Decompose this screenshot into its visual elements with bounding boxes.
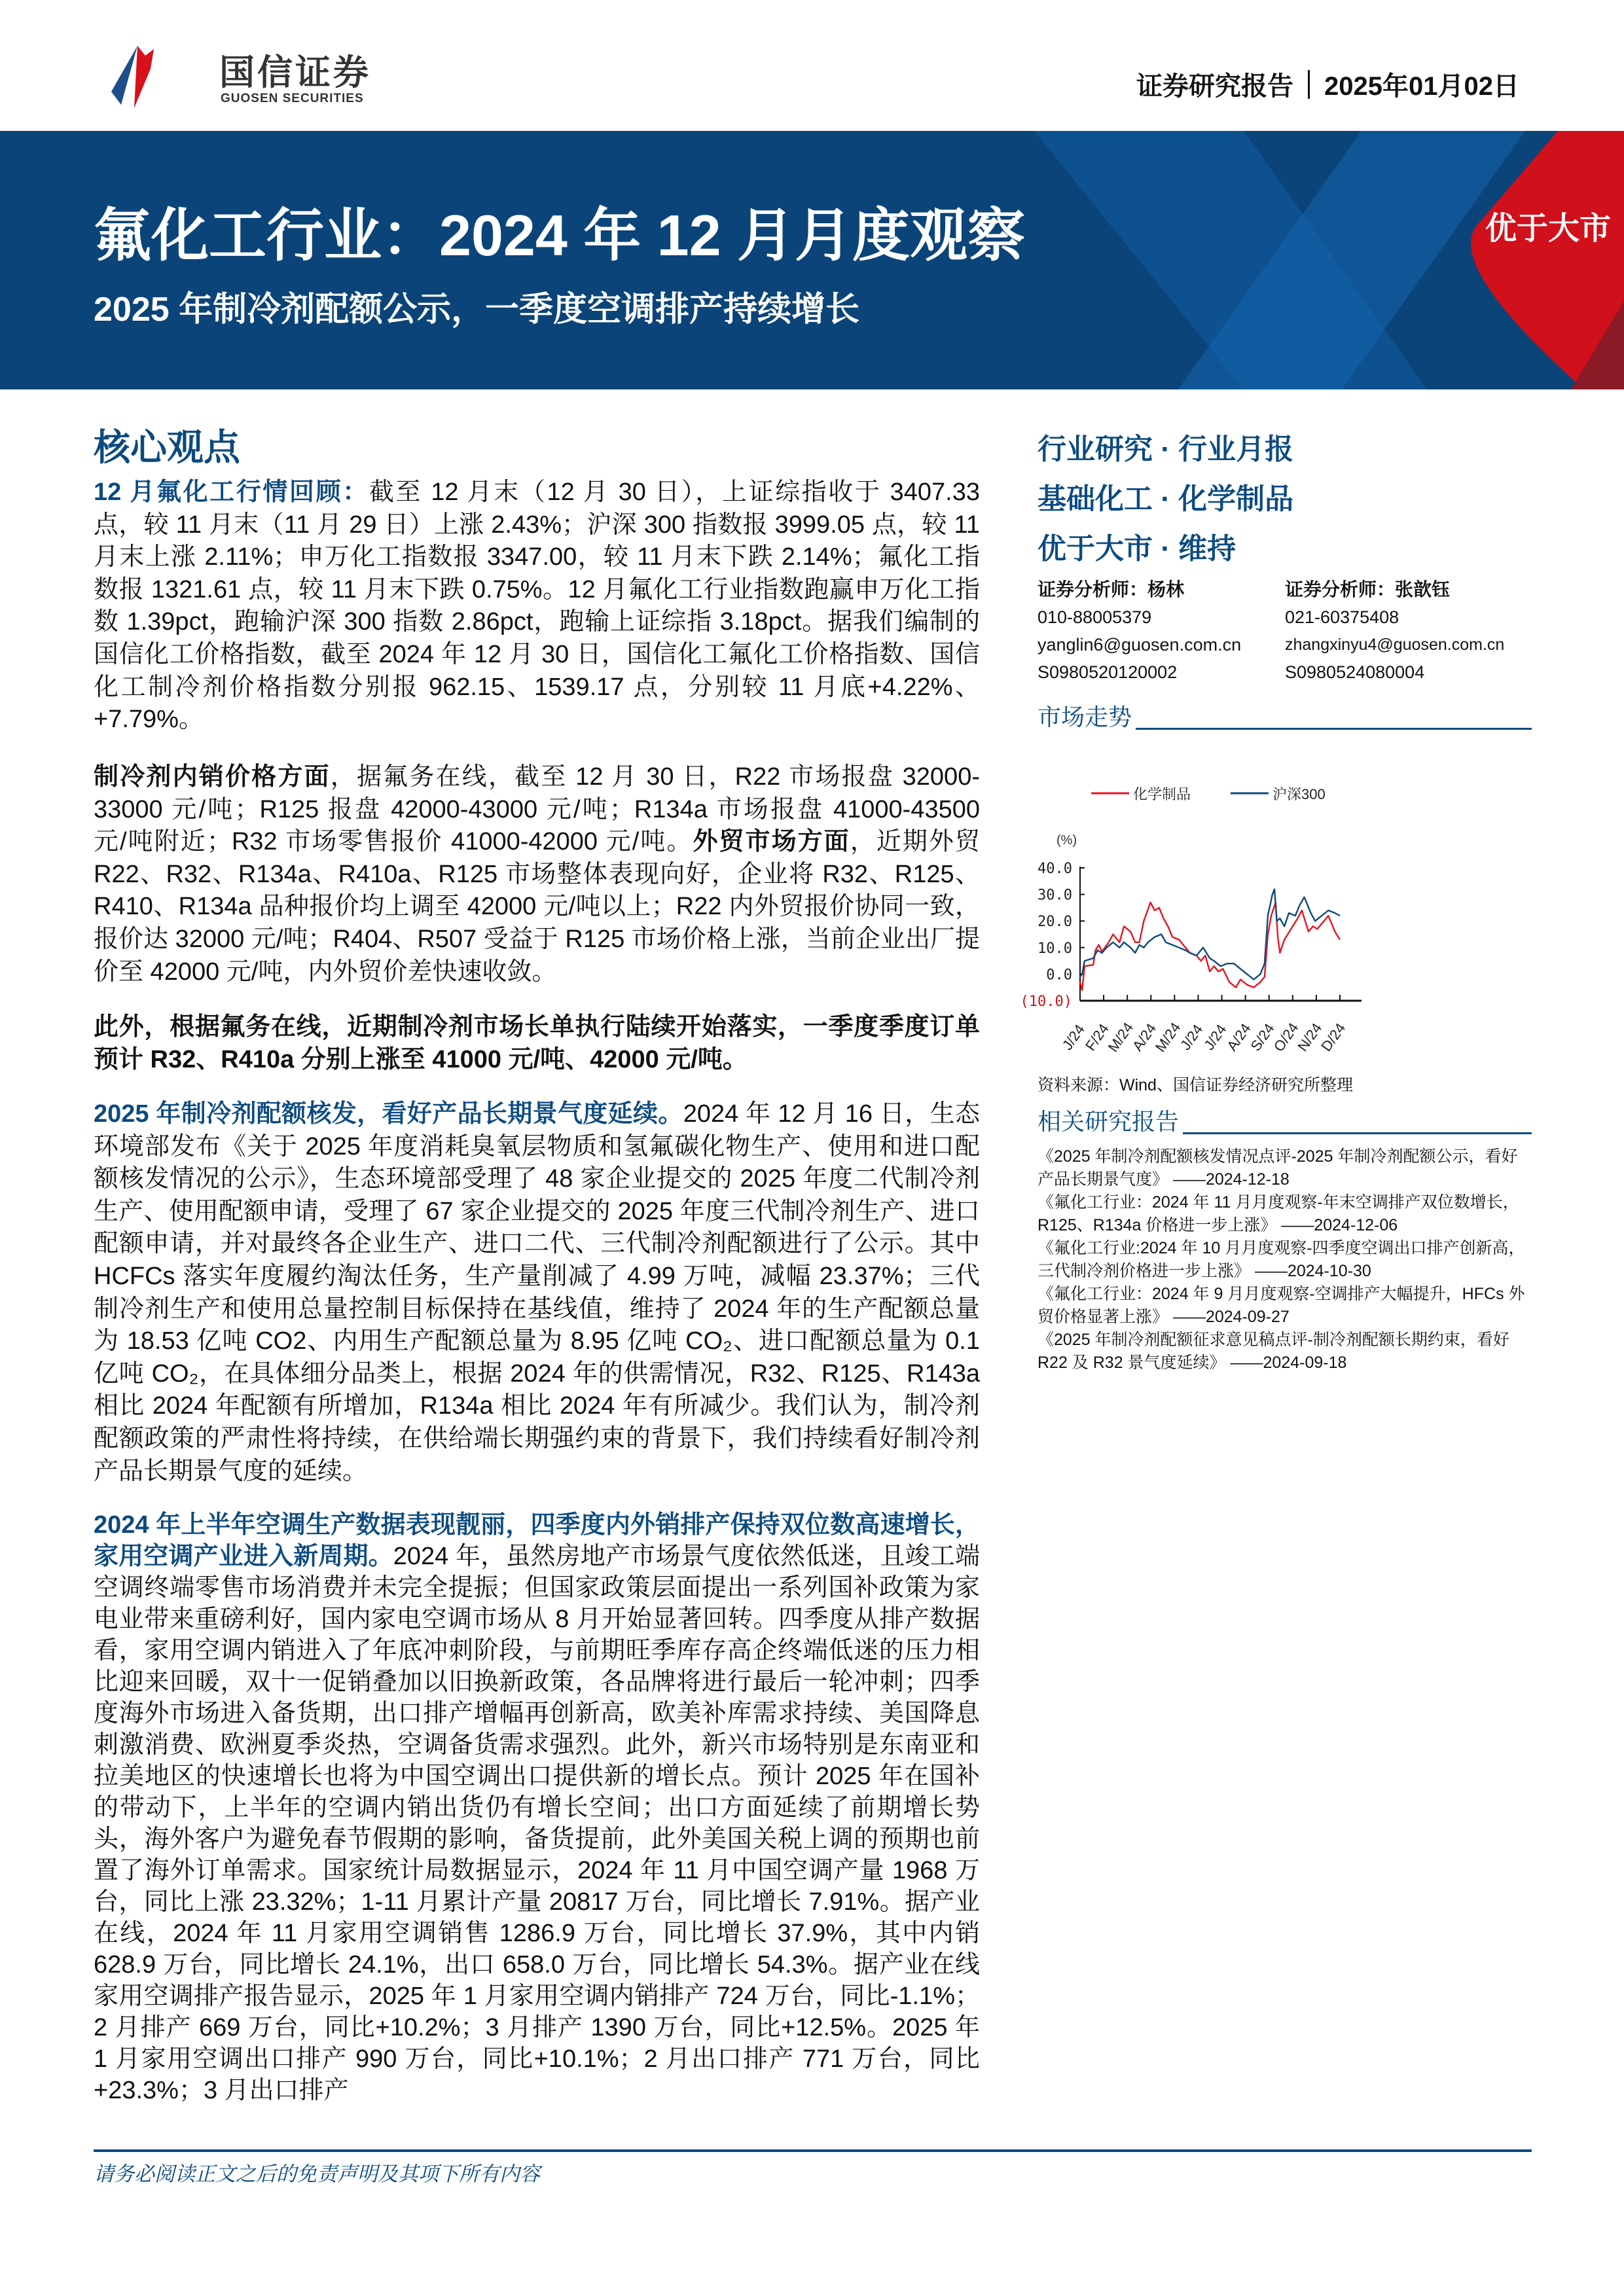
series-line-csi300 xyxy=(1080,889,1340,980)
rating-badge: 优于大市 xyxy=(1485,211,1611,246)
section-heading-text: 相关研究报告 xyxy=(1038,1108,1180,1135)
y-tick-label: (10.0) xyxy=(1020,994,1072,1010)
paragraph-lead: 2025 年制冷剂配额核发，看好产品长期景气度延续。 xyxy=(94,1100,683,1128)
section-heading: 核心观点 xyxy=(94,427,240,468)
related-report-item[interactable]: 《氟化工行业：2024 年 9 月月度观察-空调排产大幅提升，HFCs 外贸价格显著上涨》 ——2024-09-27 xyxy=(1038,1285,1525,1326)
analyst-cert: S0980524080004 xyxy=(1285,662,1425,682)
paragraph-lead: 12 月氟化工行情回顾： xyxy=(94,478,369,506)
related-report-item[interactable]: 《2025 年制冷剂配额核发情况点评-2025 年制冷剂配额公示，看好产品长期景气度》 ——2024-12-18 xyxy=(1038,1147,1518,1189)
report-date: 2025年01月02日 xyxy=(1324,72,1519,101)
x-tick-label: J/24 xyxy=(1058,1021,1089,1053)
x-tick-label: N/24 xyxy=(1294,1020,1326,1054)
tag-industry: 基础化工 · 化学制品 xyxy=(1038,483,1294,515)
y-tick-label: 40.0 xyxy=(1038,861,1072,877)
x-tick-label: F/24 xyxy=(1082,1020,1112,1054)
paragraph-air-conditioning xyxy=(94,1509,980,2106)
related-report-item[interactable]: 《氟化工行业：2024 年 11 月月度观察-年末空调排产双位数增长，R125、R134a 价格进一步上涨》 ——2024-12-06 xyxy=(1038,1193,1519,1234)
paragraph-refrigerant-prices xyxy=(94,761,980,988)
paragraph-lead: 制冷剂内销价格方面 xyxy=(94,763,331,791)
tag-research-type: 行业研究 · 行业月报 xyxy=(1038,433,1294,465)
paragraph-quota xyxy=(94,1098,980,1488)
y-tick-label: 20.0 xyxy=(1038,914,1072,931)
analyst-email[interactable]: yanglin6@guosen.com.cn xyxy=(1038,635,1242,655)
footer-divider xyxy=(94,2149,1532,2152)
report-title: 氟化工行业：2024 年 12 月月度观察 xyxy=(94,203,1025,268)
analyst-name: 证券分析师：杨林 xyxy=(1038,579,1185,600)
y-tick-label: 0.0 xyxy=(1046,967,1072,984)
y-tick-label: 10.0 xyxy=(1038,940,1072,957)
x-tick-label: A/24 xyxy=(1223,1020,1254,1054)
paragraph-text: 2024 年 12 月 16 日，生态环境部发布《关于 2025 年度消耗臭氧层物质和氢氟碳化物生产、使用和进口配额核发情况的公示》，生态环境部受理了 48 家企业提交的 2025 年度二代制冷剂生产、使用配额申请，受理了 67 家企业提交的 2025 年度三代制冷剂生产、进口配额申请，并对最终各企业生产、进口二代、三代制冷剂配额进行了公示。其中 HCFCs 落实年度履约淘汰任务，生产量削减了 4.99 万吨，减幅 23.37%；三代制冷剂生产和使用总量控制目标保持在基线值，维持了 2024 年的生产配额总量为 18.53 亿吨 CO2、内用生产配额总量为 8.95 亿吨 CO₂、进口配额总量为 0.1 亿吨 CO₂，在具体细分品类上，根据 2024 年的供需情况，R32、R125、R143a 相比 2024 年配额有所增加，R134a 相比 2024 年有所减少。我们认为，制冷剂配额政策的严肃性将持续，在供给端长期强约束的背景下，我们持续看好制冷剂产品长期景气度的延续。 xyxy=(94,1100,980,1485)
divider xyxy=(1308,70,1310,99)
analyst-phone: 021-60375408 xyxy=(1285,607,1399,627)
company-logo xyxy=(98,39,380,111)
analyst-phone: 010-88005379 xyxy=(1038,607,1152,627)
paragraph-text: ，近期外贸 R22、R32、R134a、R410a、R125 市场整体表现向好，企业将 R32、R125、R410、R134a 品种报价均上调至 42000 元/吨以上；R22 内外贸报价协同一致，报价达 32000 元/吨；R404、R507 受益于 R125 市场价格上涨，当前企业出厂提价至 42000 元/吨，内外贸价差快速收敛。 xyxy=(94,828,980,986)
paragraph-text: 2024 年，虽然房地产市场景气度依然低迷，且竣工端空调终端零售市场消费并未完全提振；但国家政策层面提出一系列国补政策为家电业带来重磅利好，国内家电空调市场从 8 月开始显著回转。四季度从排产数据看，家用空调内销进入了年底冲刺阶段，与前期旺季库存高企终端低迷的压力相比迎来回暖，双十一促销叠加以旧换新政策，各品牌将进行最后一轮冲刺；四季度海外市场进入备货期，出口排产增幅再创新高，欧美补库需求持续、美国降息刺激消费、欧洲夏季炎热，空调备货需求强烈。此外，新兴市场特别是东南亚和拉美地区的快速增长也将为中国空调出口提供新的增长点。预计 2025 年在国补的带动下，上半年的空调内销出货仍有增长空间；出口方面延续了前期增长势头，海外客户为避免春节假期的影响，备货提前，此外美国关税上调的预期也前置了海外订单需求。国家统计局数据显示，2024 年 11 月中国空调产量 1968 万台，同比上涨 23.32%；1-11 月累计产量 20817 万台，同比增长 7.91%。据产业在线，2024 年 11 月家用空调销售 1286.9 万台，同比增长 37.9%，其中内销 628.9 万台，同比增长 24.1%，出口 658.0 万台，同比增长 54.3%。据产业在线家用空调排产报告显示，2025 年 1 月家用空调内销排产 724 万台，同比-1.1%；2 月排产 669 万台，同比+10.2%；3 月排产 1390 万台，同比+12.5%。2025 年 1 月家用空调出口排产 990 万台，同比+10.1%；2 月出口排产 771 万台，同比+23.3%；3 月出口排产 xyxy=(94,1543,980,2104)
x-tick-label: O/24 xyxy=(1270,1019,1302,1055)
x-tick-label: J/24 xyxy=(1177,1021,1206,1053)
analyst-card xyxy=(1285,576,1527,686)
section-heading-text: 市场走势 xyxy=(1038,704,1132,730)
related-report-item[interactable]: 《2025 年制冷剂配额征求意见稿点评-制冷剂配额长期约束，看好 R22 及 R32 景气度延续》 ——2024-09-18 xyxy=(1038,1331,1509,1372)
related-reports-heading xyxy=(1038,1103,1532,1137)
market-trend-chart xyxy=(1020,766,1538,1067)
legend-label: 沪深300 xyxy=(1272,786,1326,802)
analyst-card xyxy=(1038,576,1280,686)
report-meta xyxy=(1136,65,1519,103)
tag-rating: 优于大市 · 维持 xyxy=(1038,533,1236,565)
x-tick-label: D/24 xyxy=(1318,1020,1349,1054)
paragraph-q1-orders: 此外，根据氟务在线，近期制冷剂市场长单执行陆续开始落实，一季度季度订单预计 R32、R410a 分别上涨至 41000 元/吨、42000 元/吨。 xyxy=(94,1013,980,1073)
brand-name: 国信证券 xyxy=(219,53,371,92)
related-report-item[interactable]: 《氟化工行业:2024 年 10 月月度观察-四季度空调出口排产创新高，三代制冷剂价格进一步上涨》 ——2024-10-30 xyxy=(1038,1239,1525,1280)
brand-name-en: GUOSEN SECURITIES xyxy=(221,92,364,105)
paragraph-text: ，据氟务在线，截至 12 月 30 日，R22 市场报盘 32000-33000 元/吨；R125 报盘 42000-43000 元/吨；R134a 市场报盘 41000-43500 元/吨附近；R32 市场零售报价 41000-42000 元/吨。 xyxy=(94,763,980,856)
disclaimer: 请务必阅读正文之后的免责声明及其项下所有内容 xyxy=(94,2162,540,2185)
divider xyxy=(1183,1132,1532,1134)
paragraph-lead: 外贸市场方面 xyxy=(693,828,850,856)
analyst-name: 证券分析师：张歆钰 xyxy=(1285,579,1451,600)
chart-source: 资料来源：Wind、国信证券经济研究所整理 xyxy=(1038,1076,1353,1094)
legend-label: 化学制品 xyxy=(1133,786,1191,802)
x-tick-label: S/24 xyxy=(1247,1020,1278,1054)
x-tick-label: M/24 xyxy=(1104,1019,1137,1055)
x-tick-label: J/24 xyxy=(1200,1021,1230,1053)
paragraph-market-review xyxy=(94,476,980,736)
analyst-cert: S0980520120002 xyxy=(1038,662,1178,682)
paragraph-lead: 2024 年上半年空调生产数据表现靓丽，四季度内外销排产保持双位数高速增长，家用空调产业进入新周期。 xyxy=(94,1511,980,1570)
analyst-email[interactable]: zhangxinyu4@guosen.com.cn xyxy=(1285,636,1505,654)
divider xyxy=(1136,728,1532,730)
report-type: 证券研究报告 xyxy=(1136,72,1294,101)
logo-mark-icon xyxy=(98,39,216,111)
related-reports-list xyxy=(1038,1145,1532,1374)
y-tick-label: 30.0 xyxy=(1038,887,1072,904)
report-subtitle: 2025 年制冷剂配额公示，一季度空调排产持续增长 xyxy=(94,291,860,329)
paragraph-text: 截至 12 月末（12 月 30 日），上证综指收于 3407.33 点，较 11 月末（11 月 29 日）上涨 2.43%；沪深 300 指数报 3999.05 点，较 11 月末上涨 2.11%；申万化工指数报 3347.00，较 11 月末下跌 2.14%；氟化工指数报 1321.61 点，较 11 月末下跌 0.75%。12 月氟化工行业指数跑赢申万化工指数 1.39pct，跑输沪深 300 指数 2.86pct，跑输上证综指 3.18pct。据我们编制的国信化工价格指数，截至 2024 年 12 月 30 日，国信化工氟化工价格指数、国信化工制冷剂价格指数分别报 962.15、1539.17 点，分别较 11 月底+4.22%、+7.79%。 xyxy=(94,478,981,734)
x-tick-label: M/24 xyxy=(1151,1019,1184,1055)
market-trend-heading xyxy=(1038,699,1532,732)
y-axis-unit: (%) xyxy=(1056,833,1077,848)
x-tick-label: A/24 xyxy=(1128,1020,1160,1054)
